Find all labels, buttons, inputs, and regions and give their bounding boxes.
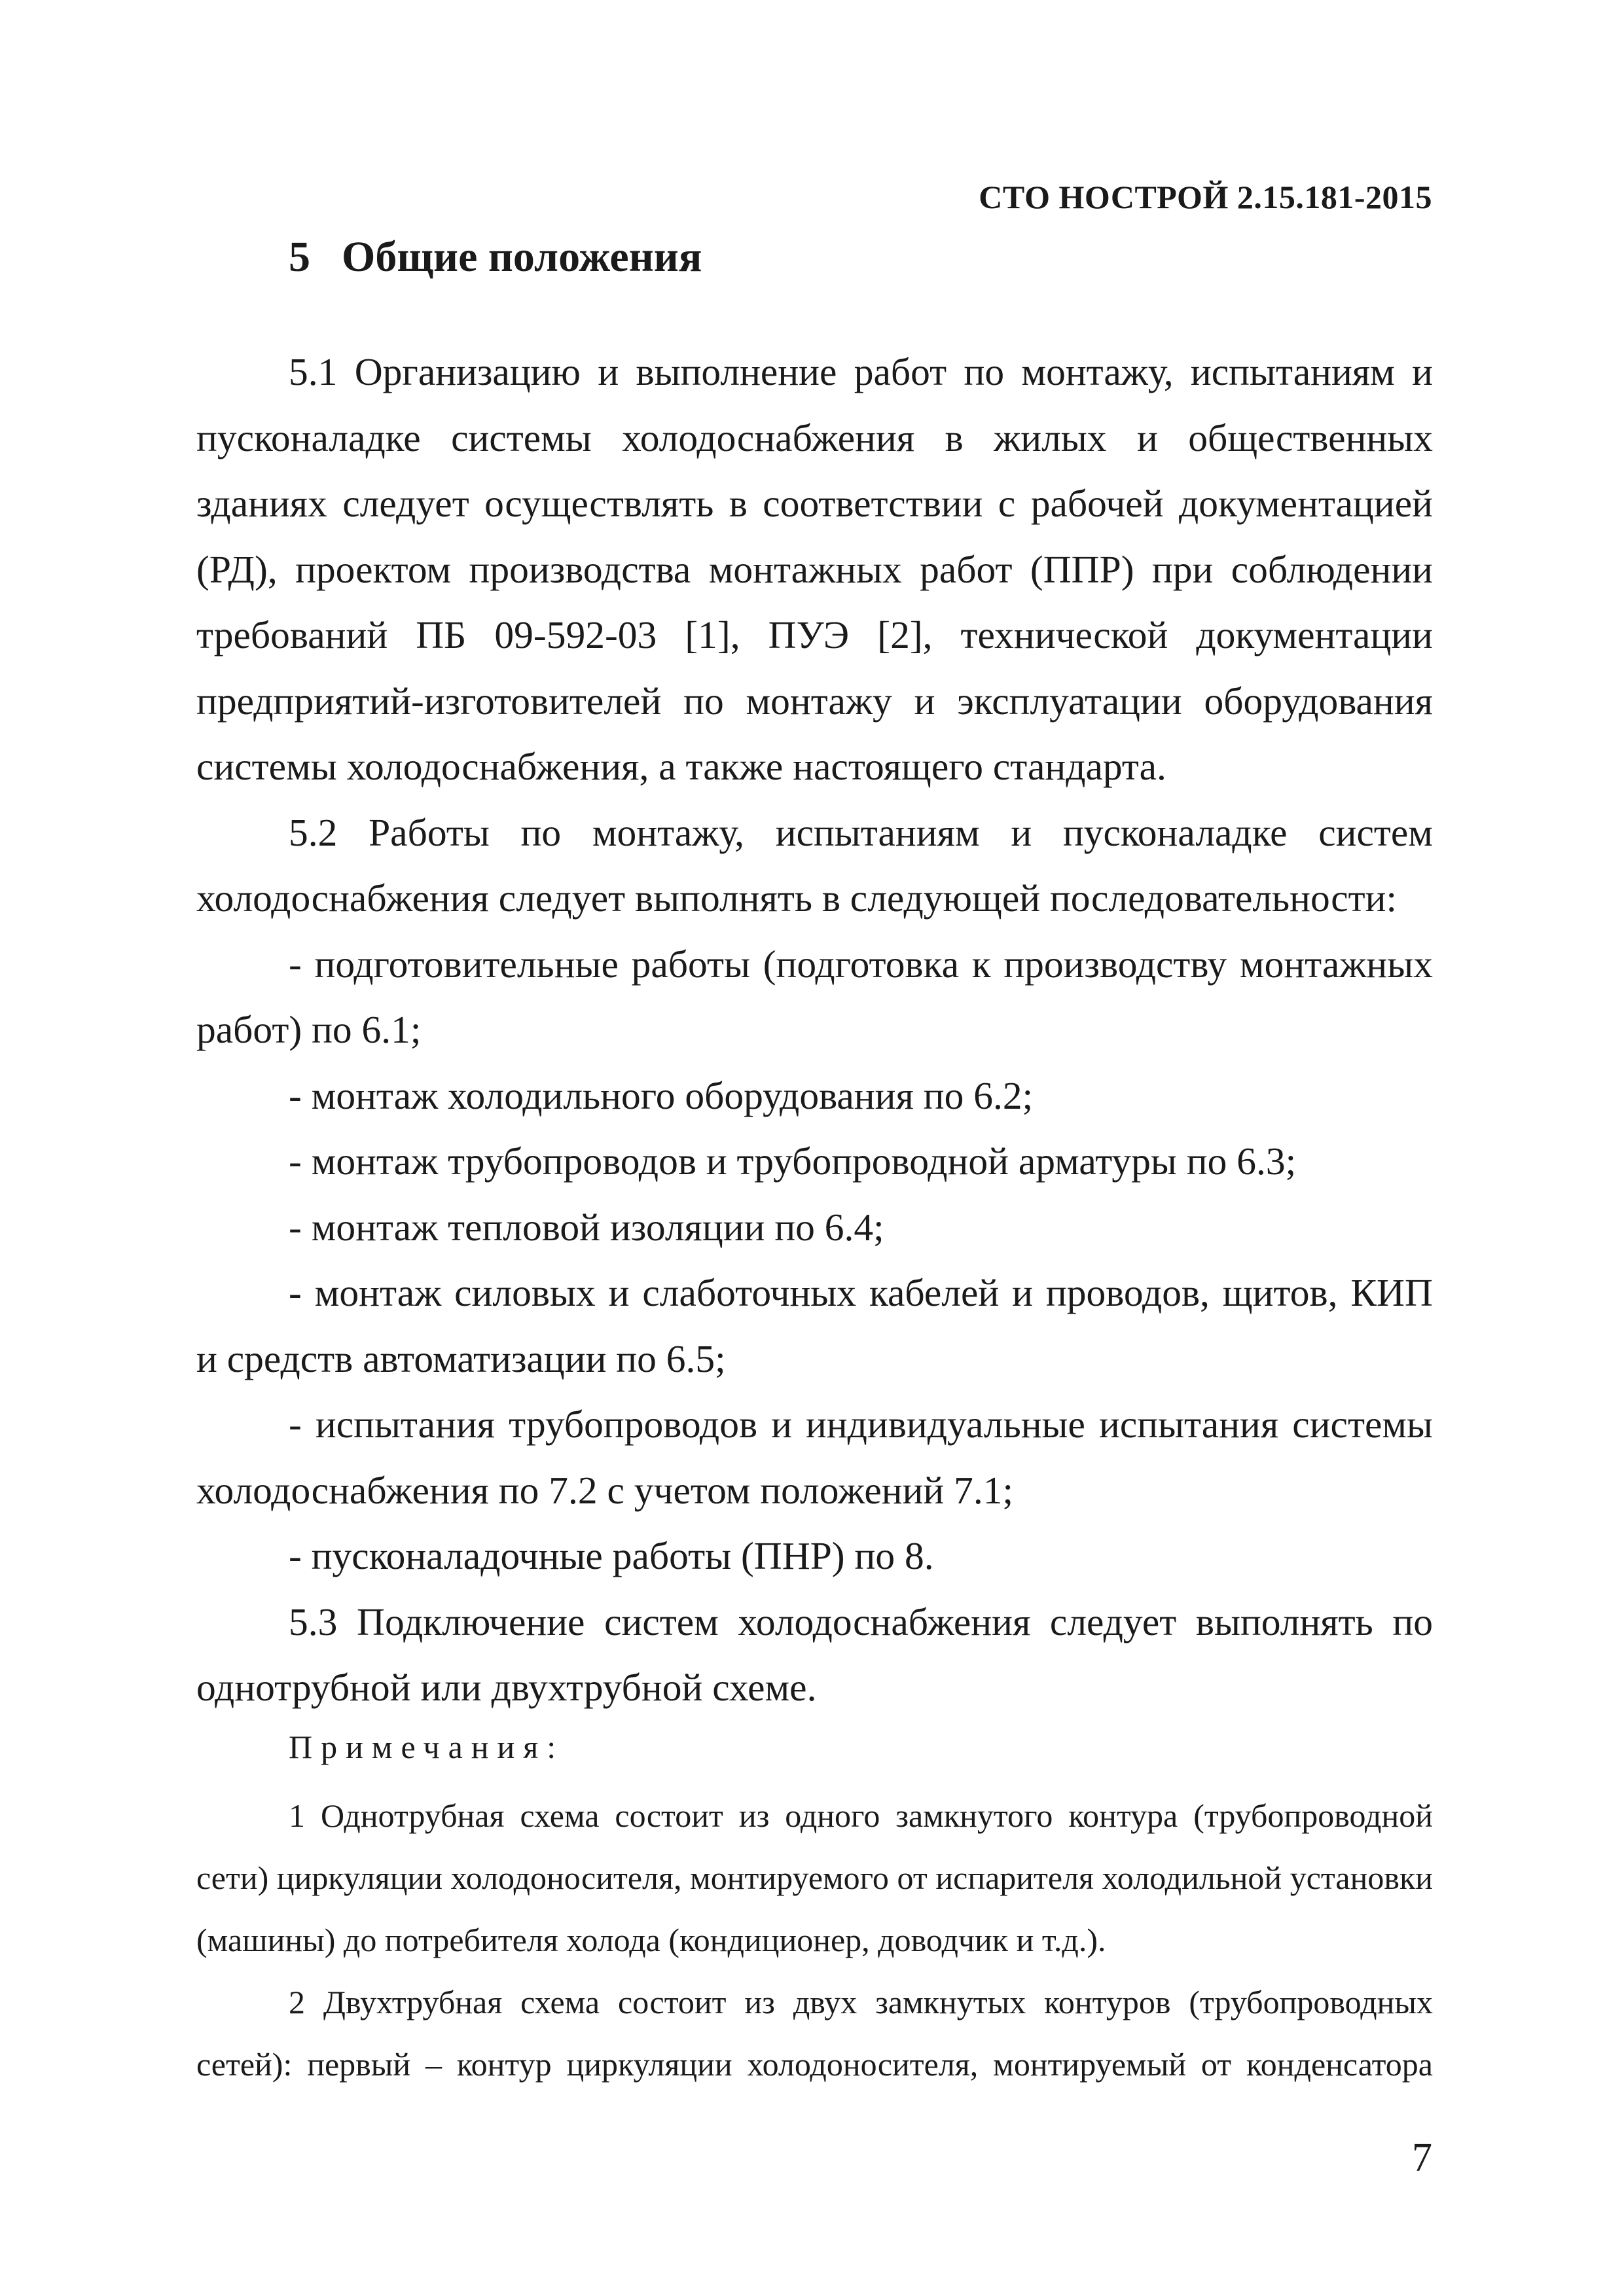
paragraph-5-1: 5.1 Организацию и выполнение работ по монтажу, испытаниям и пусконаладке системы холодоснабжения в жилых и общественных зданиях следует осуществлять в соответствии с рабочей документацией (РД), проектом производства монтажных работ (ППР) при соблюдении требований ПБ 09-592-03 [1], ПУЭ [2], технической документации предприятий-изготовителей по монтажу и эксплуатации оборудования системы холодоснабжения, а также настоящего стандарта. [196,350,1433,788]
list-item: - монтаж тепловой изоляции по 6.4; [289,1205,884,1249]
section-body [196,339,1433,1721]
notes-title: Примечания: [289,1729,565,1765]
section-title: Общие положения [342,233,702,281]
list-item: - монтаж холодильного оборудования по 6.2; [289,1073,1034,1117]
list-item: - испытания трубопроводов и индивидуальные испытания системы холодоснабжения по 7.2 с учетом положений 7.1; [196,1403,1433,1512]
document-code: СТО НОСТРОЙ 2.15.181-2015 [979,179,1432,215]
list-item: - пусконаладочные работы (ПНР) по 8. [289,1534,934,1577]
note-item-1: 1 Однотрубная схема состоит из одного замкнутого контура (трубопроводной сети) циркуляции холодоносителя, монтируемого от испарителя холодильной установки (машины) до потребителя холода (кондиционер, доводчик и т.д.). [196,1797,1433,1958]
notes-block [196,1785,1433,2096]
paragraph-5-2: 5.2 Работы по монтажу, испытаниям и пусконаладке систем холодоснабжения следует выполнять в следующей последовательности: [196,810,1433,920]
paragraph-5-3: 5.3 Подключение систем холодоснабжения следует выполнять по однотрубной или двухтрубной схеме. [196,1600,1433,1709]
list-item: - монтаж силовых и слаботочных кабелей и проводов, щитов, КИП и средств автоматизации по 6.5; [196,1271,1433,1380]
page-number: 7 [1412,2136,1432,2180]
list-item: - монтаж трубопроводов и трубопроводной арматуры по 6.3; [289,1139,1297,1183]
section-number: 5 [289,233,310,281]
list-item: - подготовительные работы (подготовка к производству монтажных работ) по 6.1; [196,942,1433,1051]
section-heading [289,232,702,282]
note-item-2: 2 Двухтрубная схема состоит из двух замкнутых контуров (трубопроводных сетей): первый – контур циркуляции холодоносителя, монтируемый от конденсатора [196,1984,1433,2083]
